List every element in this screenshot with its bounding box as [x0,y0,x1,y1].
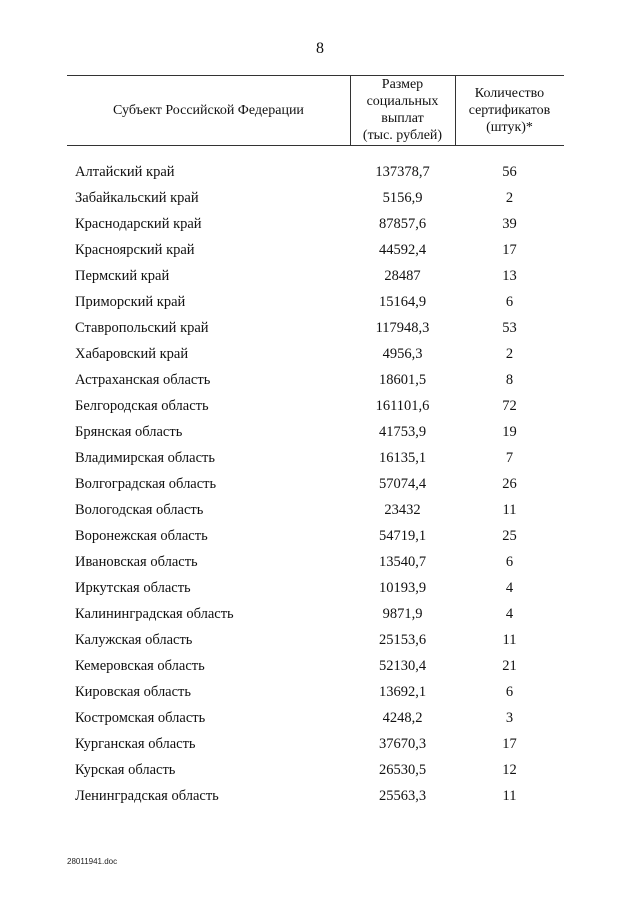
row-subject: Хабаровский край [75,346,189,362]
row-payment: 5156,9 [382,190,423,206]
row-subject: Брянская область [75,424,183,440]
row-payment: 25153,6 [378,632,427,648]
table-row [67,395,564,421]
row-payment: 18601,5 [378,372,427,388]
row-subject: Калининградская область [75,606,234,622]
row-subject: Белгородская область [75,398,209,414]
table-row [67,447,564,473]
row-payment: 4248,2 [382,710,423,726]
row-subject: Ставропольский край [75,320,209,336]
row-payment: 9871,9 [382,606,423,622]
page-number: 8 [316,40,324,57]
table-row [67,499,564,525]
row-payment: 25563,3 [378,788,427,804]
table-row [67,603,564,629]
table-row [67,733,564,759]
table-row [67,655,564,681]
row-count: 2 [505,346,514,362]
row-subject: Забайкальский край [75,190,199,206]
row-count: 11 [502,502,517,518]
row-count: 11 [502,632,517,648]
row-subject: Ивановская область [75,554,198,570]
row-subject: Владимирская область [75,450,215,466]
row-count: 4 [505,580,514,596]
row-count: 11 [502,788,517,804]
row-count: 56 [502,164,517,180]
table-row [67,421,564,447]
row-count: 8 [505,372,514,388]
row-payment: 13692,1 [378,684,427,700]
row-count: 13 [502,268,517,284]
table-row [67,161,564,187]
row-count: 53 [502,320,517,336]
table-row [67,343,564,369]
row-count: 21 [502,658,517,674]
row-count: 72 [502,398,517,414]
row-payment: 137378,7 [375,164,430,180]
row-payment: 4956,3 [382,346,423,362]
row-subject: Костромская область [75,710,206,726]
table-row [67,681,564,707]
row-payment: 15164,9 [378,294,427,310]
table-row [67,265,564,291]
row-payment: 16135,1 [378,450,427,466]
row-subject: Пермский край [75,268,170,284]
table-row [67,785,564,811]
row-payment: 161101,6 [375,398,430,414]
table-row [67,291,564,317]
row-payment: 28487 [384,268,421,284]
table-row [67,473,564,499]
table-row [67,369,564,395]
table-body [67,161,564,811]
row-count: 17 [502,242,517,258]
row-payment: 44592,4 [378,242,427,258]
row-payment: 57074,4 [378,476,427,492]
row-subject: Алтайский край [75,164,175,180]
row-count: 6 [505,294,514,310]
row-payment: 26530,5 [378,762,427,778]
row-subject: Курганская область [75,736,196,752]
table-row [67,187,564,213]
row-payment: 37670,3 [378,736,427,752]
row-payment: 13540,7 [378,554,427,570]
table-row [67,317,564,343]
row-subject: Волгоградская область [75,476,217,492]
row-count: 26 [502,476,517,492]
table-header-rule [67,145,564,146]
header-count: Количество сертификатов (штук)* [468,85,551,135]
row-payment: 10193,9 [378,580,427,596]
row-count: 6 [505,554,514,570]
table-row [67,707,564,733]
row-payment: 41753,9 [378,424,427,440]
table-row [67,577,564,603]
row-count: 19 [502,424,517,440]
row-count: 25 [502,528,517,544]
row-subject: Калужская область [75,632,193,648]
row-count: 7 [505,450,514,466]
table-row [67,213,564,239]
row-payment: 87857,6 [378,216,427,232]
row-count: 4 [505,606,514,622]
header-subject: Субъект Российской Федерации [113,102,304,118]
row-count: 39 [502,216,517,232]
row-subject: Кемеровская область [75,658,205,674]
row-subject: Вологодская область [75,502,204,518]
row-subject: Курская область [75,762,176,778]
row-subject: Краснодарский край [75,216,202,232]
row-count: 12 [502,762,517,778]
table-row [67,629,564,655]
row-payment: 54719,1 [378,528,427,544]
document-file-name: 28011941.doc [67,857,118,866]
row-subject: Астраханская область [75,372,211,388]
row-payment: 52130,4 [378,658,427,674]
row-subject: Ленинградская область [75,788,219,804]
row-count: 2 [505,190,514,206]
table-row [67,759,564,785]
row-subject: Воронежская область [75,528,208,544]
row-count: 17 [502,736,517,752]
table-row [67,239,564,265]
table-row [67,525,564,551]
table-row [67,551,564,577]
row-payment: 23432 [384,502,421,518]
header-payment: Размер социальных выплат (тыс. рублей) [362,77,443,143]
row-count: 6 [505,684,514,700]
row-subject: Иркутская область [75,580,191,596]
row-count: 3 [505,710,514,726]
row-subject: Кировская область [75,684,192,700]
row-subject: Приморский край [75,294,186,310]
row-payment: 117948,3 [375,320,430,336]
row-subject: Красноярский край [75,242,195,258]
